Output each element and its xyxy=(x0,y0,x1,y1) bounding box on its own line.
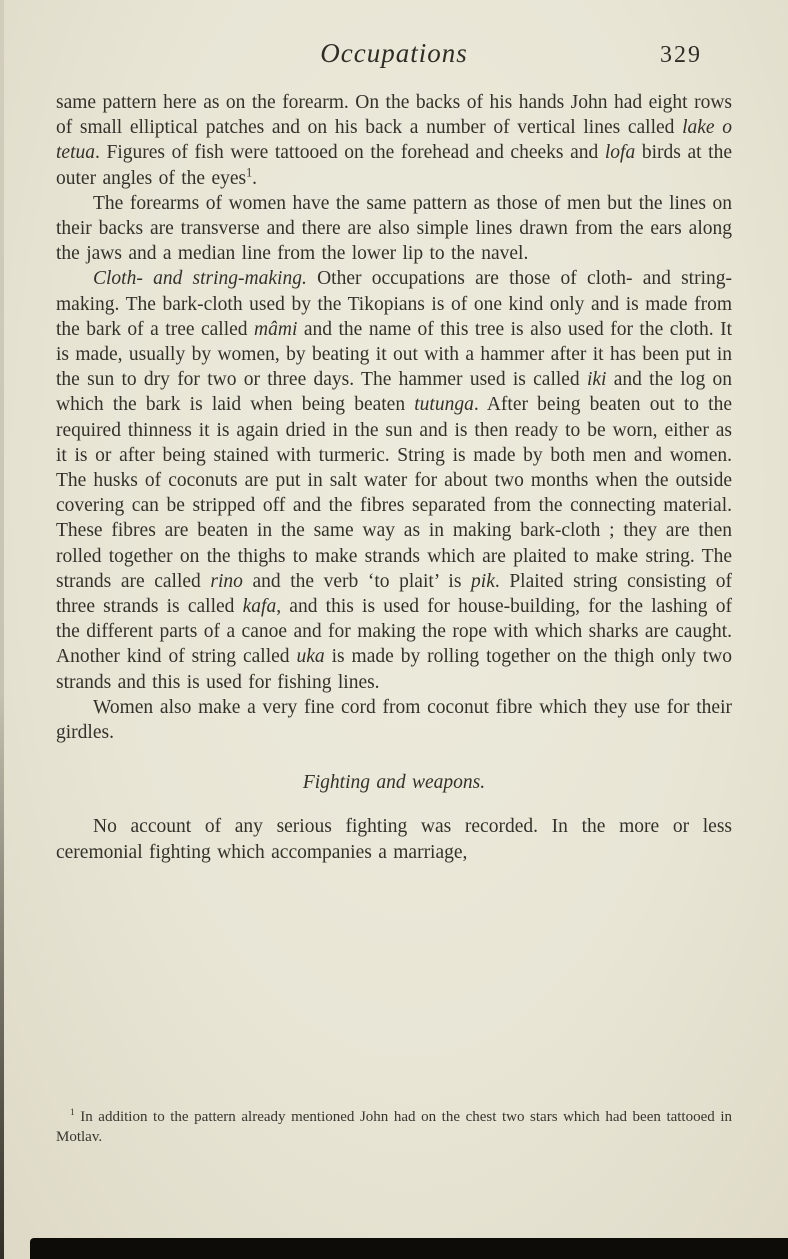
scan-binding-edge xyxy=(0,0,4,1259)
footnote: $^1$ In addition to the pattern already mentioned John had on the chest two stars which had been tattooed in Motlav. xyxy=(56,1108,732,1145)
page-number: 329 xyxy=(660,42,702,68)
paragraph-cloth-and-string-making: Cloth- and string-making. Other occupations are those of cloth- and string-making. The bark-cloth used by the Tikopians is of one kind only and is made from the bark of a tree called mâmi and the name of this tree is also used for the cloth. It is made, usually by women, by beating it out with a hammer after it has been put in the sun to dry for two or three days. The hammer used is called iki and the log on which the bark is laid when being beaten tutunga. After being beaten out to the required thinness it is again dried in the sun and is then ready to be worn, either as it is or after being stained with turmeric. String is made by both men and women. The husks of coconuts are put in salt water for about two months when the outside covering can be stripped off and the fibres separated from the connecting material. These fibres are beaten in the same way as in making bark-cloth ; they are then rolled together on the thighs to make strands which are plaited to make string. The strands are called rino and the verb ‘to plait’ is pik. Plaited string consisting of three strands is called kafa, and this is used for house-building, for the lashing of the different parts of a canoe and for making the rope with which sharks are caught. Another kind of string called uka is made by rolling together on the thigh only two strands and this is used for fishing lines. xyxy=(56,268,733,693)
scan-bottom-edge xyxy=(30,1238,788,1259)
paragraph-fighting: No account of any serious fighting was recorded. In the more or less ceremonial fighting which accompanies a marriage, xyxy=(56,816,732,863)
page-header xyxy=(56,38,732,78)
page-body xyxy=(56,90,732,865)
paragraph-women-forearms: The forearms of women have the same pattern as those of men but the lines on their backs are transverse and there are also simple lines drawn from the ears along the jaws and a median line from the lower lip to the navel. xyxy=(56,192,732,265)
section-heading-fighting-and-weapons: Fighting and weapons. xyxy=(302,772,486,794)
running-title: Occupations xyxy=(320,38,468,68)
paragraph-tattoo-patterns: same pattern here as on the forearm. On the backs of his hands John had eight rows of small elliptical patches and on his back a number of vertical lines called lake o tetua. Figures of fish were tattooed on the forehead and cheeks and lofa birds at the outer angles of the eyes$^1$. xyxy=(56,92,732,189)
paragraph-coconut-cord: Women also make a very fine cord from coconut fibre which they use for their girdles. xyxy=(56,696,732,744)
